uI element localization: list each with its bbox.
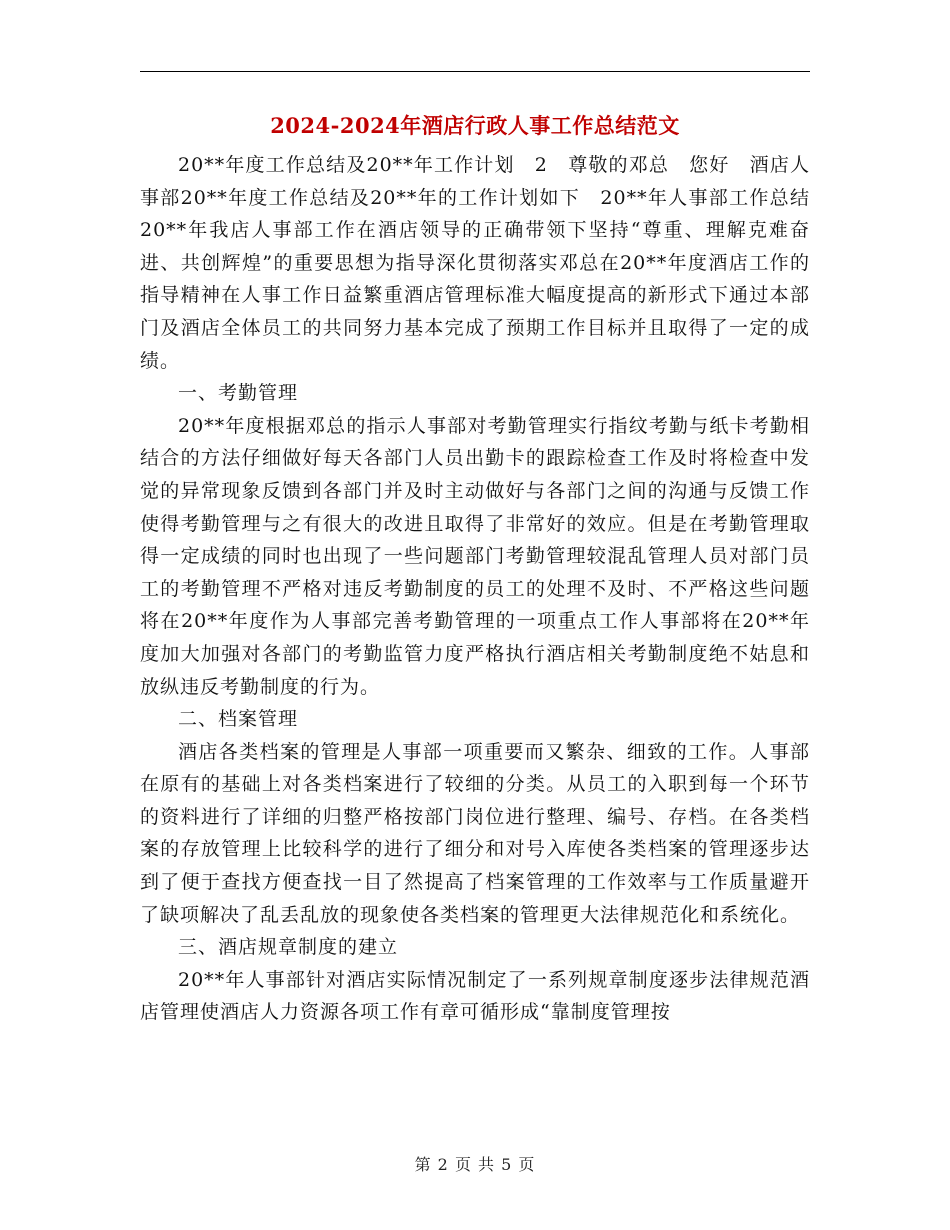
document-title: 2024-2024年酒店行政人事工作总结范文 — [270, 113, 680, 138]
page-number-footer: 第 2 页 共 5 页 — [414, 1155, 536, 1174]
attendance-paragraph: 20**年度根据邓总的指示人事部对考勤管理实行指纹考勤与纸卡考勤相结合的方法仔细做好每天各部门人员出勤卡的跟踪检查工作及时将检查中发觉的异常现象反馈到各部门并及时主动做好与各部门之间的沟通与反馈工作使得考勤管理与之有很大的改进且取得了非常好的效应。但是在考勤管理取得一定成绩的同时也出现了一些问题部门考勤管理较混乱管理人员对部门员工的考勤管理不严格对违反考勤制度的员工的处理不及时、不严格这些问题将在20**年度作为人事部完善考勤管理的一项重点工作人事部将在20**年度加大加强对各部门的考勤监管力度严格执行酒店相关考勤制度绝不姑息和放纵违反考勤制度的行为。 — [140, 414, 810, 698]
header-rule — [140, 71, 810, 72]
archives-paragraph: 酒店各类档案的管理是人事部一项重要而又繁杂、细致的工作。人事部在原有的基础上对各类档案进行了较细的分类。从员工的入职到每一个环节的资料进行了详细的归整严格按部门岗位进行整理、编号、存档。在各类档案的存放管理上比较科学的进行了细分和对号入库使各类档案的管理逐步达到了便于查找方便查找一目了然提高了档案管理的工作效率与工作质量避开了缺项解决了乱丢乱放的现象使各类档案的管理更大法律规范化和系统化。 — [140, 740, 810, 926]
document-body — [140, 149, 831, 1029]
section-heading-attendance: 一、考勤管理 — [178, 382, 299, 405]
intro-paragraph: 20**年度工作总结及20**年工作计划 2 尊敬的邓总 您好 酒店人事部20**年度工作总结及20**年的工作计划如下 20**年人事部工作总结 20**年我店人事部工作在酒店领导的正确带领下坚持“尊重、理解克难奋进、共创辉煌”的重要思想为指导深化贯彻落实邓总在20**年度酒店工作的指导精神在人事工作日益繁重酒店管理标准大幅度提高的新形式下通过本部门及酒店全体员工的共同努力基本完成了预期工作目标并且取得了一定的成绩。 — [140, 154, 831, 372]
section-heading-archives: 二、档案管理 — [178, 708, 299, 731]
regulations-paragraph: 20**年人事部针对酒店实际情况制定了一系列规章制度逐步法律规范酒店管理使酒店人力资源各项工作有章可循形成“靠制度管理按 — [140, 968, 810, 1024]
section-heading-regulations: 三、酒店规章制度的建立 — [178, 936, 399, 959]
